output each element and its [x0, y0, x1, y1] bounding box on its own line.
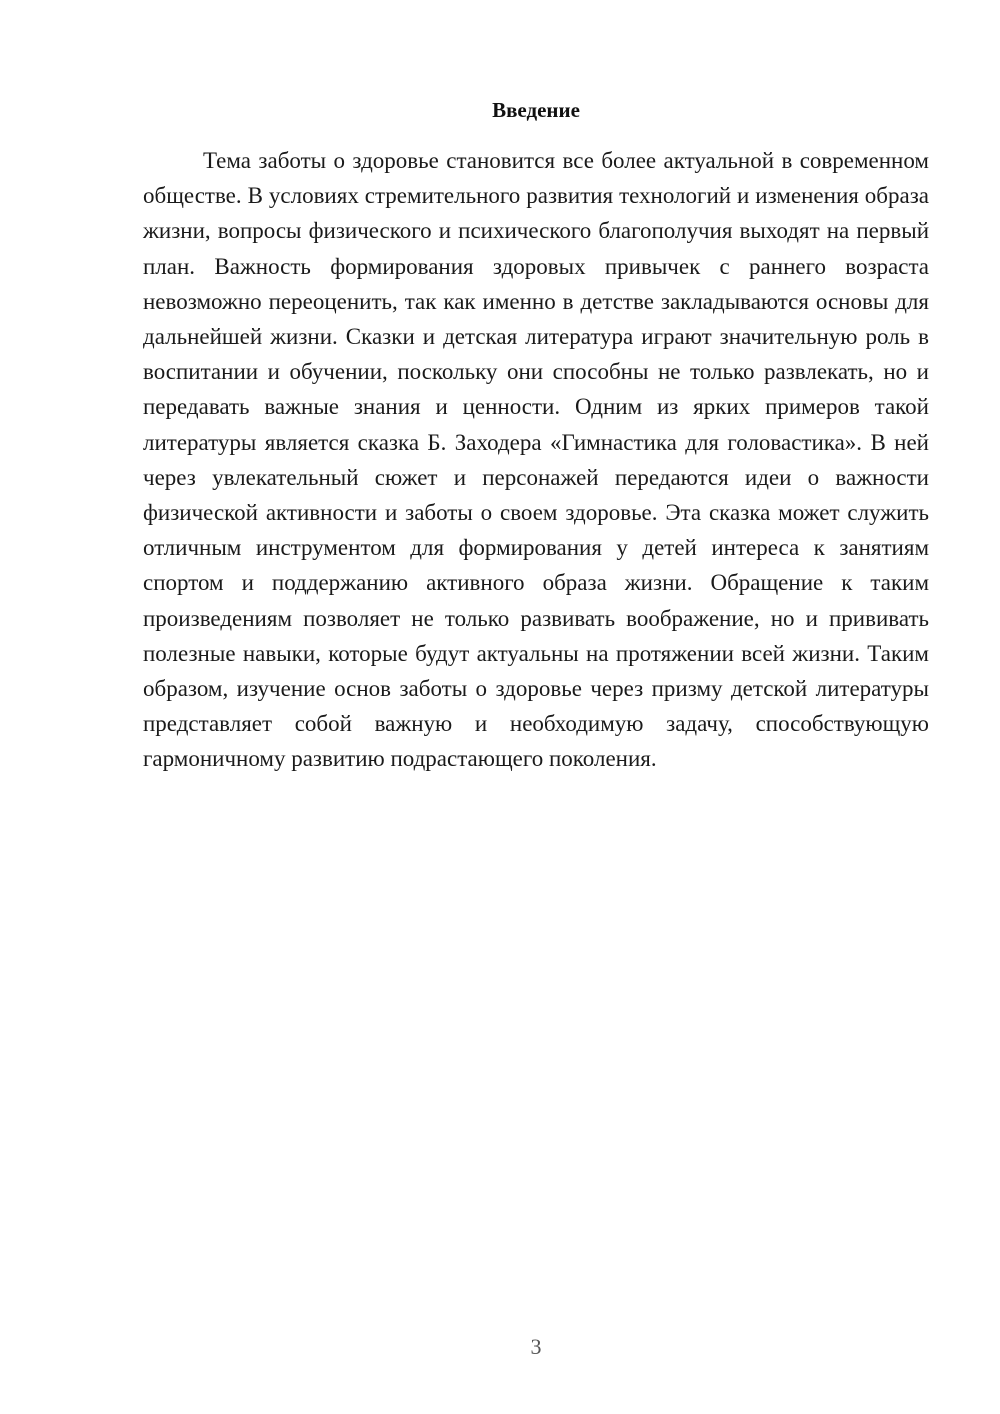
body-paragraph: Тема заботы о здоровье становится все более актуальной в современном обществе. В условиях стремительного развития технологий и изменения образа жизни, вопросы физического и психического благополучия выходят на первый план. Важность формирования здоровых привычек с раннего возраста невозможно переоценить, так как именно в детстве закладываются основы для дальнейшей жизни. Сказки и детская литература играют значительную роль в воспитании и обучении, поскольку они способны не только развлекать, но и передавать важные знания и ценности. Одним из ярких примеров такой литературы является сказка Б. Заходера «Гимнастика для головастика». В ней через увлекательный сюжет и персонажей передаются идеи о важности физической активности и заботы о своем здоровье. Эта сказка может служить отличным инструментом для формирования у детей интереса к занятиям спортом и поддержанию активного образа жизни. Обращение к таким произведениям позволяет не только развивать воображение, но и прививать полезные навыки, которые будут актуальны на протяжении всей жизни. Таким образом, изучение основ заботы о здоровье через призму детской литературы представляет собой важную и необходимую задачу, способствующую гармоничному развитию подрастающего поколения.: [143, 148, 929, 772]
section-heading: Введение: [492, 98, 580, 122]
page-number: 3: [530, 1334, 542, 1359]
